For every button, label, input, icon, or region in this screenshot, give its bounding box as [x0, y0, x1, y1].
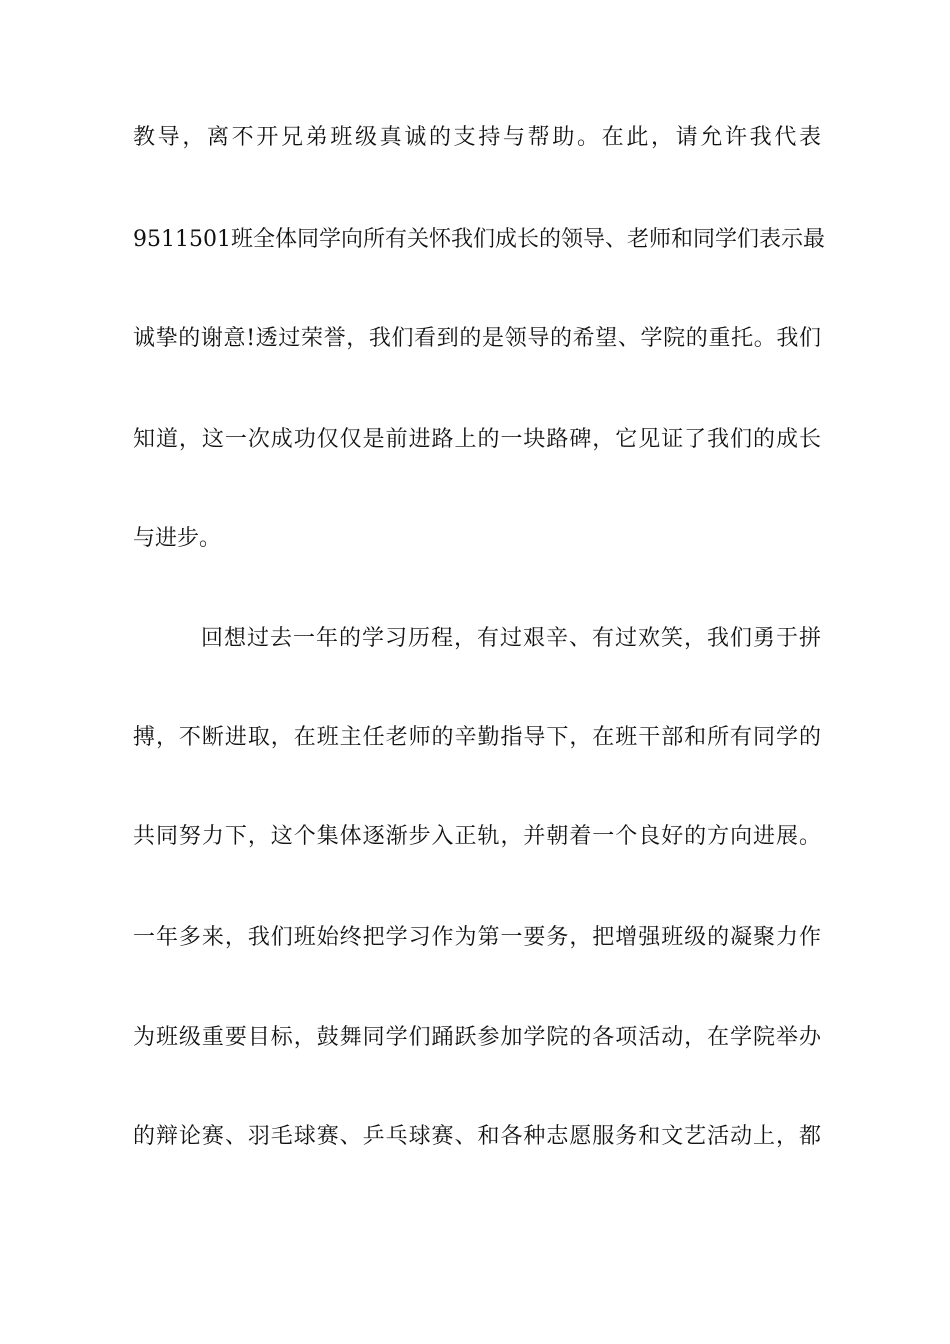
text-line-4: 知道，这一次成功仅仅是前进路上的一块路碑，它见证了我们的成长 [133, 427, 821, 452]
text-line-5: 与进步。 [133, 526, 222, 551]
text-line-11: 的辩论赛、羽毛球赛、乒乓球赛、和各种志愿服务和文艺活动上，都 [133, 1124, 821, 1149]
text-line-9: 一年多来，我们班始终把学习作为第一要务，把增强班级的凝聚力作 [133, 925, 821, 950]
text-line-3: 诚挚的谢意!透过荣誉，我们看到的是领导的希望、学院的重托。我们 [133, 326, 821, 351]
text-line-7: 搏，不断进取，在班主任老师的辛勤指导下，在班干部和所有同学的 [133, 725, 821, 750]
text-line-1: 教导，离不开兄弟班级真诚的支持与帮助。在此，请允许我代表 [133, 125, 821, 150]
text-line-10: 为班级重要目标，鼓舞同学们踊跃参加学院的各项活动，在学院举办 [133, 1025, 821, 1050]
text-line-2: 9511501班全体同学向所有关怀我们成长的领导、老师和同学们表示最 [133, 227, 825, 252]
text-line-8: 共同努力下，这个集体逐渐步入正轨，并朝着一个良好的方向进展。 [133, 824, 821, 849]
paragraph-start-line: 回想过去一年的学习历程，有过艰辛、有过欢笑，我们勇于拼 [201, 626, 821, 651]
